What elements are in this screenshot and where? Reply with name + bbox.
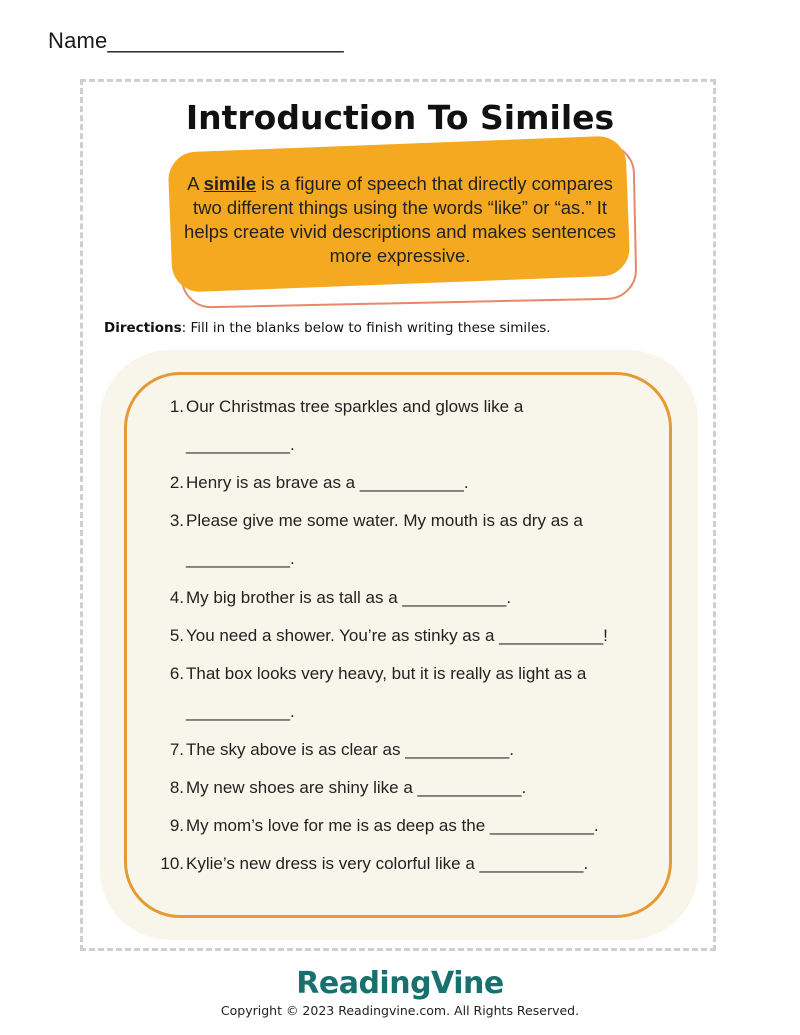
question-text[interactable]: Henry is as brave as a ___________. (186, 473, 469, 492)
question-text[interactable]: You need a shower. You’re as stinky as a ___________! (186, 626, 608, 645)
definition-keyword: simile (203, 173, 257, 194)
question-3-blank[interactable]: ___________. (186, 549, 295, 568)
directions (104, 320, 551, 336)
name-field-label: Name___________________ (48, 28, 344, 53)
copyright-notice: Copyright © 2023 Readingvine.com. All Rights Reserved. (220, 1003, 580, 1018)
question-6 (150, 655, 586, 693)
question-9 (150, 807, 599, 845)
question-text[interactable]: My mom’s love for me is as deep as the ___________. (186, 816, 599, 835)
question-number: 1. (169, 397, 184, 416)
question-text[interactable]: My new shoes are shiny like a ___________. (186, 778, 527, 797)
question-10 (150, 845, 588, 883)
question-number: 7. (169, 740, 184, 759)
question-text[interactable]: Kylie’s new dress is very colorful like a ___________. (186, 854, 589, 873)
definition-suffix: is a figure of speech that directly compares two different things using the words “like” or “as.” It helps create vivid descriptions and makes sentences more expressive. (184, 173, 616, 266)
question-number: 3. (169, 511, 184, 530)
question-number: 5. (169, 626, 184, 645)
definition-prefix: A (187, 173, 204, 194)
question-number: 8. (169, 778, 184, 797)
question-7 (150, 731, 514, 769)
readingvine-logo: ReadingVine (296, 966, 504, 1001)
question-4 (150, 579, 511, 617)
directions-text: : Fill in the blanks below to finish writing these similes. (181, 320, 551, 336)
definition-text (180, 172, 620, 268)
question-text[interactable]: The sky above is as clear as ___________. (186, 740, 514, 759)
question-5 (150, 617, 608, 655)
question-number: 2. (169, 473, 184, 492)
question-3 (150, 502, 583, 540)
question-number: 6. (169, 664, 184, 683)
question-1-blank[interactable]: ___________. (186, 435, 295, 454)
directions-label: Directions (104, 320, 182, 336)
question-number: 4. (169, 588, 184, 607)
question-8 (150, 769, 526, 807)
question-6-blank[interactable]: ___________. (186, 702, 295, 721)
question-number: 10. (160, 854, 184, 873)
question-2 (150, 464, 469, 502)
question-text: Please give me some water. My mouth is as dry as a (186, 511, 583, 530)
question-text: That box looks very heavy, but it is really as light as a (186, 664, 587, 683)
question-number: 9. (169, 816, 184, 835)
page-title: Introduction To Similes (185, 98, 615, 137)
question-text: Our Christmas tree sparkles and glows like a (186, 397, 524, 416)
question-text[interactable]: My big brother is as tall as a ___________. (186, 588, 512, 607)
question-1 (150, 388, 523, 426)
